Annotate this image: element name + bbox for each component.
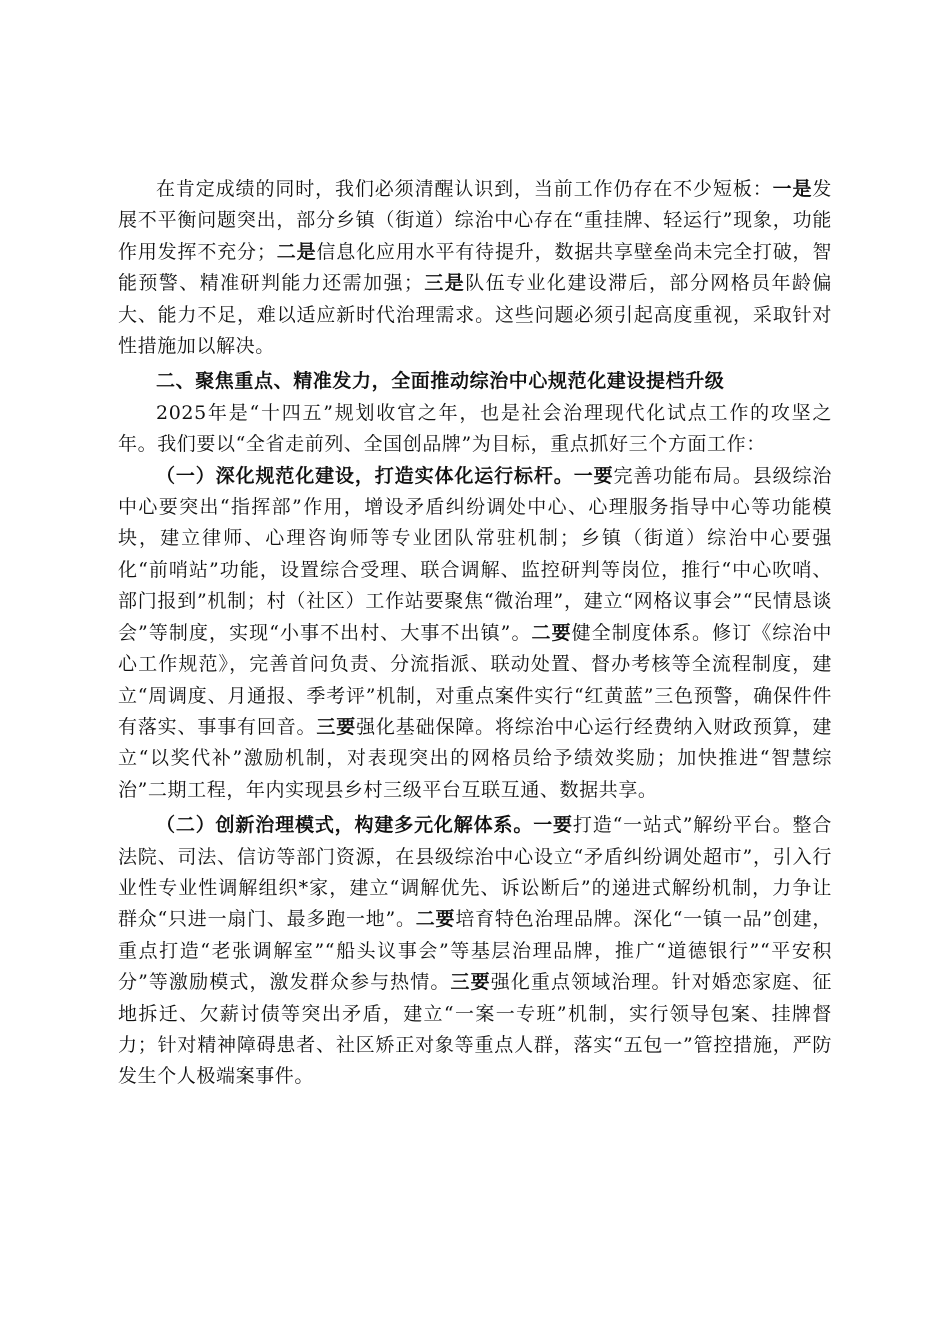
bold-marker: 三要 [316, 715, 357, 738]
text-segment: 完善功能布局。县级综治中心要突出“指挥部”作用，增设矛盾纠纷调处中心、心理服务指导中心等功能模块，建立律师、心理咨询师等专业团队常驻机制；乡镇（街道）综治中心要强化“前哨站”功能，设置综合受理、联合调解、监控研判等岗位，推行“中心吹哨、部门报到”机制；村（社区）工作站要聚焦“微治理”，建立“网格议事会”“民情恳谈会”等制度，实现“小事不出村、大事不出镇”。 [118, 464, 832, 644]
bold-marker: 二要 [415, 908, 456, 931]
heading-text: 二、聚焦重点、精准发力，全面推动综治中心规范化建设提档升级 [156, 370, 725, 393]
bold-marker: 三要 [450, 971, 491, 994]
text-segment: 强化重点领域治理。针对婚恋家庭、征地拆迁、欠薪讨债等突出矛盾，建立“一案一专班”机制，实行领导包案、挂牌督力；针对精神障碍患者、社区矫正对象等重点人群，落实“五包一”管控措施，严防发生个人极端案事件。 [118, 971, 832, 1088]
bold-marker: 一要 [573, 464, 614, 487]
text-segment: 队伍专业化建设滞后，部分网格员年龄偏大、能力不足，难以适应新时代治理需求。这些问题必须引起高度重视，采取针对性措施加以解决。 [118, 272, 832, 358]
text-segment: 打造“一站式”解纷平台。整合法院、司法、信访等部门资源，在县级综治中心设立“矛盾纠纷调处超市”，引入行业性专业性调解组织*家，建立“调解优先、诉讼断后”的递进式解纷机制，力争让群众“只进一扇门、最多跑一地”。 [118, 814, 833, 931]
text-segment: 健全制度体系。修订《综治中心工作规范》，完善首问负责、分流指派、联动处置、督办考核等全流程制度，建立“周调度、月通报、季考评”机制，对重点案件实行“红黄蓝”三色预警，确保件件有落实、事事有回音。 [118, 621, 832, 738]
paragraph-subsection-1 [118, 461, 832, 806]
paragraph-subsection-2 [118, 810, 832, 1093]
text-segment: 培育特色治理品牌。深化“一镇一品”创建，重点打造“老张调解室”“船头议事会”等基层治理品牌，推广“道德银行”“平安积分”等激励模式，激发群众参与热情。 [118, 908, 832, 994]
paragraph-shortcomings [118, 174, 832, 362]
subsection-title: （一）深化规范化建设，打造实体化运行标杆。 [156, 464, 574, 487]
section-heading [118, 366, 832, 397]
bold-marker: 二要 [531, 621, 572, 644]
text-segment: 信息化应用水平有待提升，数据共享壁垒尚未完全打破，智能预警、精准研判能力还需加强； [118, 240, 832, 295]
bold-marker: 一要 [533, 814, 573, 837]
bold-marker: 三是 [423, 272, 466, 295]
bold-marker: 二是 [276, 240, 317, 263]
bold-marker: 一是 [772, 178, 813, 200]
subsection-title: （二）创新治理模式，构建多元化解体系。 [156, 814, 534, 837]
text-segment: 强化基础保障。将综治中心运行经费纳入财政预算，建立“以奖代补”激励机制，对表现突出的网格员给予绩效奖励；加快推进“智慧综治”二期工程，年内实现县乡村三级平台互联互通、数据共享。 [118, 715, 832, 801]
text-segment: 在肯定成绩的同时，我们必须清醒认识到，当前工作仍存在不少短板： [156, 178, 773, 200]
text-segment: 发展不平衡问题突出，部分乡镇（街道）综治中心存在“重挂牌、轻运行”现象，功能作用发挥不充分； [118, 178, 832, 263]
document-body [118, 174, 832, 1093]
text-segment: 2025年是“十四五”规划收官之年，也是社会治理现代化试点工作的攻坚之年。我们要以“全省走前列、全国创品牌”为目标，重点抓好三个方面工作： [118, 401, 832, 456]
paragraph-2025-goal [118, 398, 832, 461]
